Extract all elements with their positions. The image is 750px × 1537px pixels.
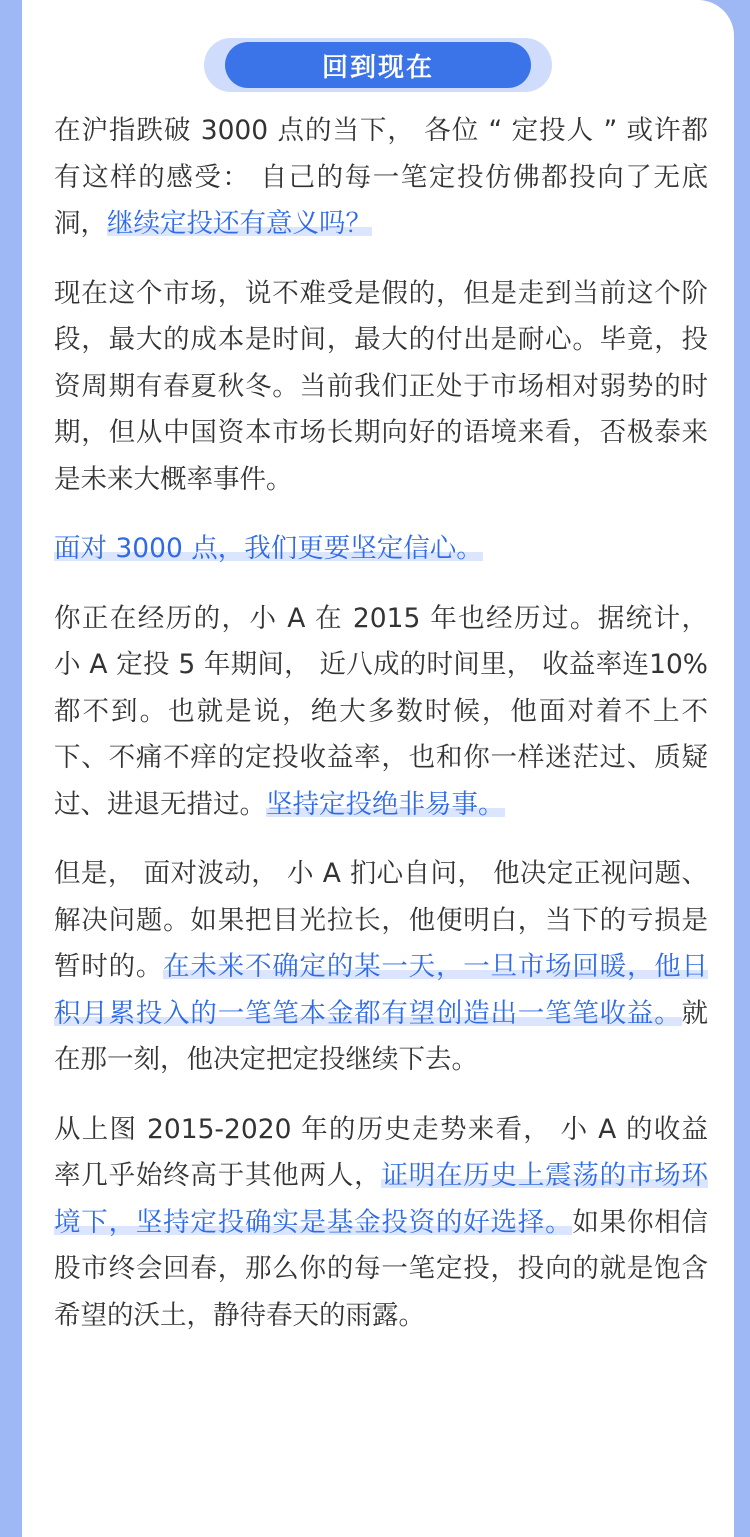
article-body	[54, 108, 708, 1362]
highlighted-text: 坚持定投绝非易事。	[266, 788, 505, 820]
highlighted-text: 在未来不确定的某一天，一旦市场回暖，他日积月累投入的一笔笔本金都有望创造出一笔笔收益。	[54, 951, 709, 1029]
section-title: 回到现在	[225, 42, 531, 88]
paragraph-6	[54, 1107, 708, 1340]
paragraph-text: 如果你相信股市终会回春，那么你的每一笔定投，投向的就是饱含希望的沃土，静待春天的雨露。	[54, 1206, 709, 1331]
paragraph-text: 现在这个市场，说不难受是假的，但是走到当前这个阶段，最大的成本是时间，最大的付出是耐心。毕竟，投资周期有春夏秋冬。当前我们正处于市场相对弱势的时期，但从中国资本市场长期向好的语境来看，否极泰来是未来大概率事件。	[54, 277, 708, 495]
paragraph-text: 你正在经历的，小 A 在 2015 年也经历过。据统计， 小 A 定投 5 年期间， 近八成的时间里， 收益率连10% 都不到。也就是说，绝大多数时候，他面对着不上不下、不痛不痒的定投收益率，也和你一样迷茫过、质疑过、进退无措过。	[54, 602, 708, 820]
paragraph-text: 但是， 面对波动， 小 A 扪心自问， 他决定正视问题、解决问题。如果把目光拉长，他便明白，当下的亏损是暂时的。	[54, 858, 708, 982]
paragraph-2	[54, 271, 708, 504]
section-title-pill-outer	[204, 38, 552, 92]
paragraph-3	[54, 526, 708, 573]
paragraph-5	[54, 851, 708, 1084]
highlighted-text: 证明在历史上震荡的市场环境下，坚持定投确实是基金投资的好选择。	[54, 1160, 709, 1238]
section-title-banner	[22, 38, 734, 94]
highlighted-text: 继续定投还有意义吗？	[107, 208, 372, 239]
paragraph-4	[54, 596, 708, 829]
article-card	[22, 0, 734, 1537]
paragraph-text: 就在那一刻，他决定把定投继续下去。	[54, 997, 708, 1075]
highlighted-text: 面对 3000 点，我们更要坚定信心。	[54, 533, 483, 564]
paragraph-text: 在沪指跌破 3000 点的当下， 各位 “ 定投人 ” 或许都有这样的感受： 自己的每一笔定投仿佛都投向了无底洞，	[54, 115, 708, 239]
paragraph-text: 从上图 2015-2020 年的历史走势来看， 小 A 的收益率几乎始终高于其他两人，	[54, 1113, 708, 1191]
paragraph-1	[54, 108, 708, 248]
